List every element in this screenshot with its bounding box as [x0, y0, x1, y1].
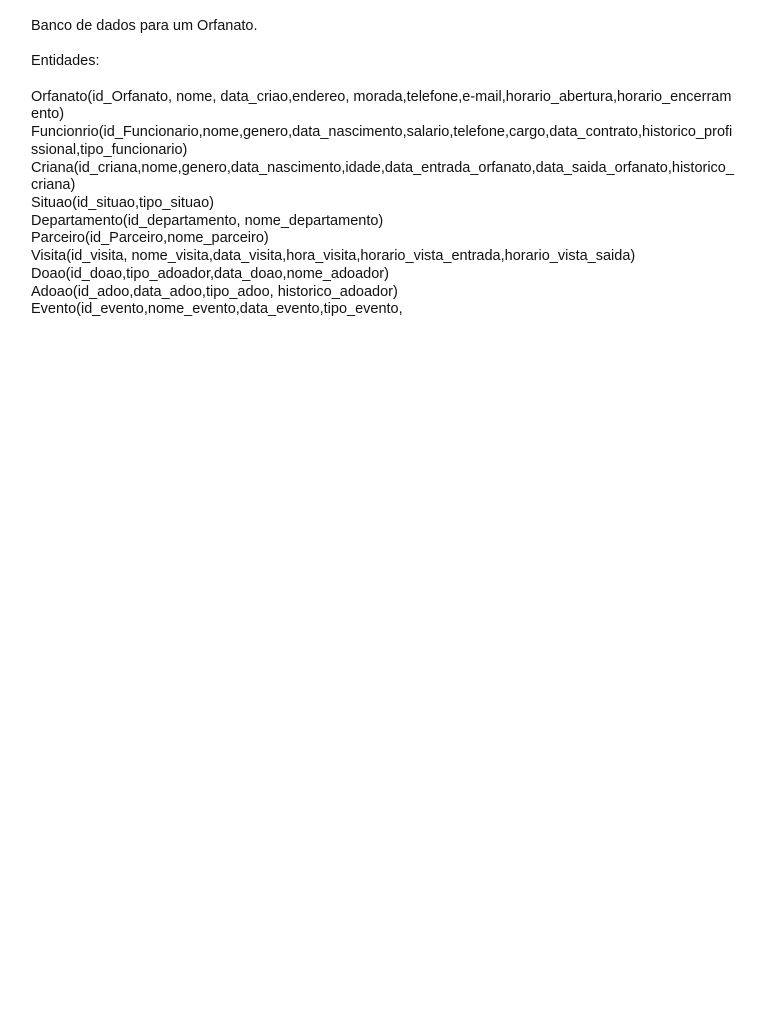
entity-situacao: Situao(id_situao,tipo_situao)	[31, 195, 214, 211]
entity-departamento: Departamento(id_departamento, nome_departamento)	[31, 212, 384, 229]
entity-orfanato: Orfanato(id_Orfanato, nome, data_criao,endereo, morada,telefone,e-mail,horario_abertura,horario_encerramento)	[31, 88, 732, 123]
document-page	[31, 18, 737, 319]
entity-list	[31, 89, 737, 319]
spacer	[31, 71, 737, 89]
entity-crianca: Criana(id_criana,nome,genero,data_nascimento,idade,data_entrada_orfanato,data_saida_orfanato,historico_criana)	[31, 159, 734, 194]
document-title: Banco de dados para um Orfanato.	[31, 18, 258, 34]
entity-doacao: Doao(id_doao,tipo_adoador,data_doao,nome_adoador)	[31, 265, 389, 282]
entity-adocao: Adoao(id_adoo,data_adoo,tipo_adoo, historico_adoador)	[31, 283, 398, 300]
spacer	[31, 36, 737, 54]
entity-funcionario: Funcionrio(id_Funcionario,nome,genero,data_nascimento,salario,telefone,cargo,data_contrato,historico_profissional,tipo_funcionario)	[31, 124, 733, 158]
entity-visita: Visita(id_visita, nome_visita,data_visita,hora_visita,horario_vista_entrada,horario_vista_saida)	[31, 248, 636, 265]
section-heading: Entidades:	[31, 53, 100, 70]
entity-parceiro: Parceiro(id_Parceiro,nome_parceiro)	[31, 230, 269, 247]
entity-evento: Evento(id_evento,nome_evento,data_evento,tipo_evento,	[31, 301, 403, 318]
